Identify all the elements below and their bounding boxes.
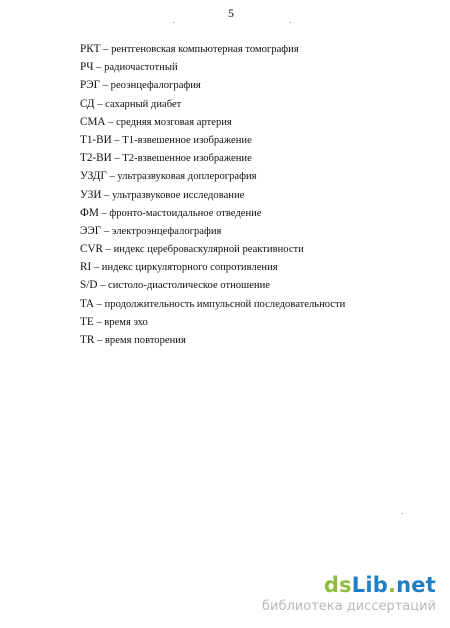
- abbreviation-item: [80, 295, 345, 313]
- abbreviation-definition: Т2-взвешенное изображение: [122, 153, 252, 165]
- abbreviation-term: УЗИ: [80, 188, 102, 201]
- abbreviation-separator: –: [111, 134, 123, 146]
- abbreviation-separator: –: [93, 62, 105, 74]
- abbreviation-definition: индекс циркуляторного сопротивления: [101, 262, 278, 274]
- abbreviation-definition: средняя мозговая артерия: [116, 116, 232, 128]
- abbreviation-term: РЭГ: [80, 79, 101, 92]
- abbreviation-separator: –: [94, 335, 105, 346]
- abbreviation-separator: –: [93, 316, 105, 328]
- abbreviation-definition: сахарный диабет: [105, 98, 182, 110]
- abbreviation-definition: электроэнцефалография: [111, 225, 222, 237]
- abbreviation-item: [80, 276, 345, 294]
- abbreviation-item: [80, 131, 345, 149]
- abbreviation-term: RI: [80, 261, 92, 274]
- abbreviation-definition: радиочастотный: [104, 62, 178, 74]
- abbreviation-item: [80, 58, 345, 76]
- abbreviation-item: [80, 222, 345, 240]
- abbreviation-term: РЧ: [80, 61, 94, 74]
- abbreviation-definition: Т1-взвешенное изображение: [122, 134, 252, 146]
- abbreviation-definition: индекс цереброваскулярной реактивности: [113, 244, 304, 256]
- watermark-tagline: библиотека диссертаций: [262, 599, 436, 614]
- abbreviation-separator: –: [101, 189, 113, 201]
- scan-speck: [290, 22, 291, 23]
- abbreviation-item: [80, 167, 345, 185]
- abbreviation-item: [80, 76, 345, 94]
- abbreviation-separator: –: [98, 207, 110, 219]
- abbreviation-separator: –: [111, 153, 123, 165]
- page-number: 5: [228, 6, 234, 20]
- abbreviation-item: [80, 313, 345, 331]
- logo-lib-text: Lib: [351, 573, 388, 597]
- abbreviation-separator: –: [105, 116, 117, 128]
- abbreviation-item: [80, 258, 345, 276]
- dslib-watermark: [262, 573, 436, 615]
- abbreviation-item: [80, 204, 345, 222]
- abbreviation-definition: рентгеновская компьютерная томография: [111, 44, 299, 55]
- abbreviation-term: TR: [80, 334, 95, 346]
- abbreviation-list: [80, 40, 345, 349]
- scan-speck: [173, 22, 174, 23]
- abbreviation-item: [80, 331, 345, 349]
- abbreviation-separator: –: [100, 80, 111, 92]
- abbreviation-item: [80, 240, 345, 258]
- abbreviation-item: [80, 40, 345, 58]
- abbreviation-item: [80, 186, 345, 204]
- abbreviation-separator: –: [106, 171, 118, 183]
- abbreviation-item: [80, 149, 345, 167]
- dslib-logo: [262, 573, 436, 597]
- logo-net-text: net: [396, 573, 436, 597]
- abbreviation-definition: время эхо: [104, 316, 148, 328]
- abbreviation-term: TE: [80, 315, 94, 328]
- abbreviation-term: ЭЭГ: [80, 224, 102, 237]
- abbreviation-term: ФМ: [80, 206, 99, 219]
- abbreviation-term: УЗДГ: [80, 170, 107, 183]
- abbreviation-separator: –: [100, 44, 112, 55]
- abbreviation-term: TA: [80, 297, 95, 310]
- abbreviation-term: Т1-ВИ: [80, 133, 112, 146]
- abbreviation-definition: ультразвуковая доплерография: [117, 171, 257, 183]
- logo-ds-text: ds: [323, 573, 352, 597]
- abbreviation-item: [80, 113, 345, 131]
- abbreviation-term: CVR: [80, 243, 104, 256]
- abbreviation-term: РКТ: [80, 43, 101, 55]
- abbreviation-separator: –: [91, 262, 102, 274]
- logo-dot-text: .: [387, 573, 397, 597]
- abbreviation-term: СМА: [80, 115, 106, 128]
- abbreviation-separator: –: [103, 244, 114, 256]
- abbreviation-separator: –: [97, 280, 109, 292]
- abbreviation-definition: продолжительность импульсной последовательности: [104, 298, 346, 310]
- abbreviation-term: СД: [80, 97, 95, 110]
- abbreviation-item: [80, 95, 345, 113]
- abbreviation-definition: систоло-диастолическое отношение: [108, 280, 270, 292]
- abbreviation-definition: время повторения: [104, 335, 186, 346]
- abbreviation-separator: –: [101, 225, 112, 237]
- abbreviation-separator: –: [94, 298, 105, 310]
- abbreviation-definition: ультразвуковое исследование: [112, 189, 245, 201]
- scan-speck: [402, 513, 403, 514]
- abbreviation-definition: реоэнцефалография: [110, 80, 201, 92]
- abbreviation-term: Т2-ВИ: [80, 152, 112, 165]
- abbreviation-term: S/D: [80, 279, 98, 292]
- abbreviation-definition: фронто-мастоидальное отведение: [109, 207, 262, 219]
- abbreviation-separator: –: [94, 98, 106, 110]
